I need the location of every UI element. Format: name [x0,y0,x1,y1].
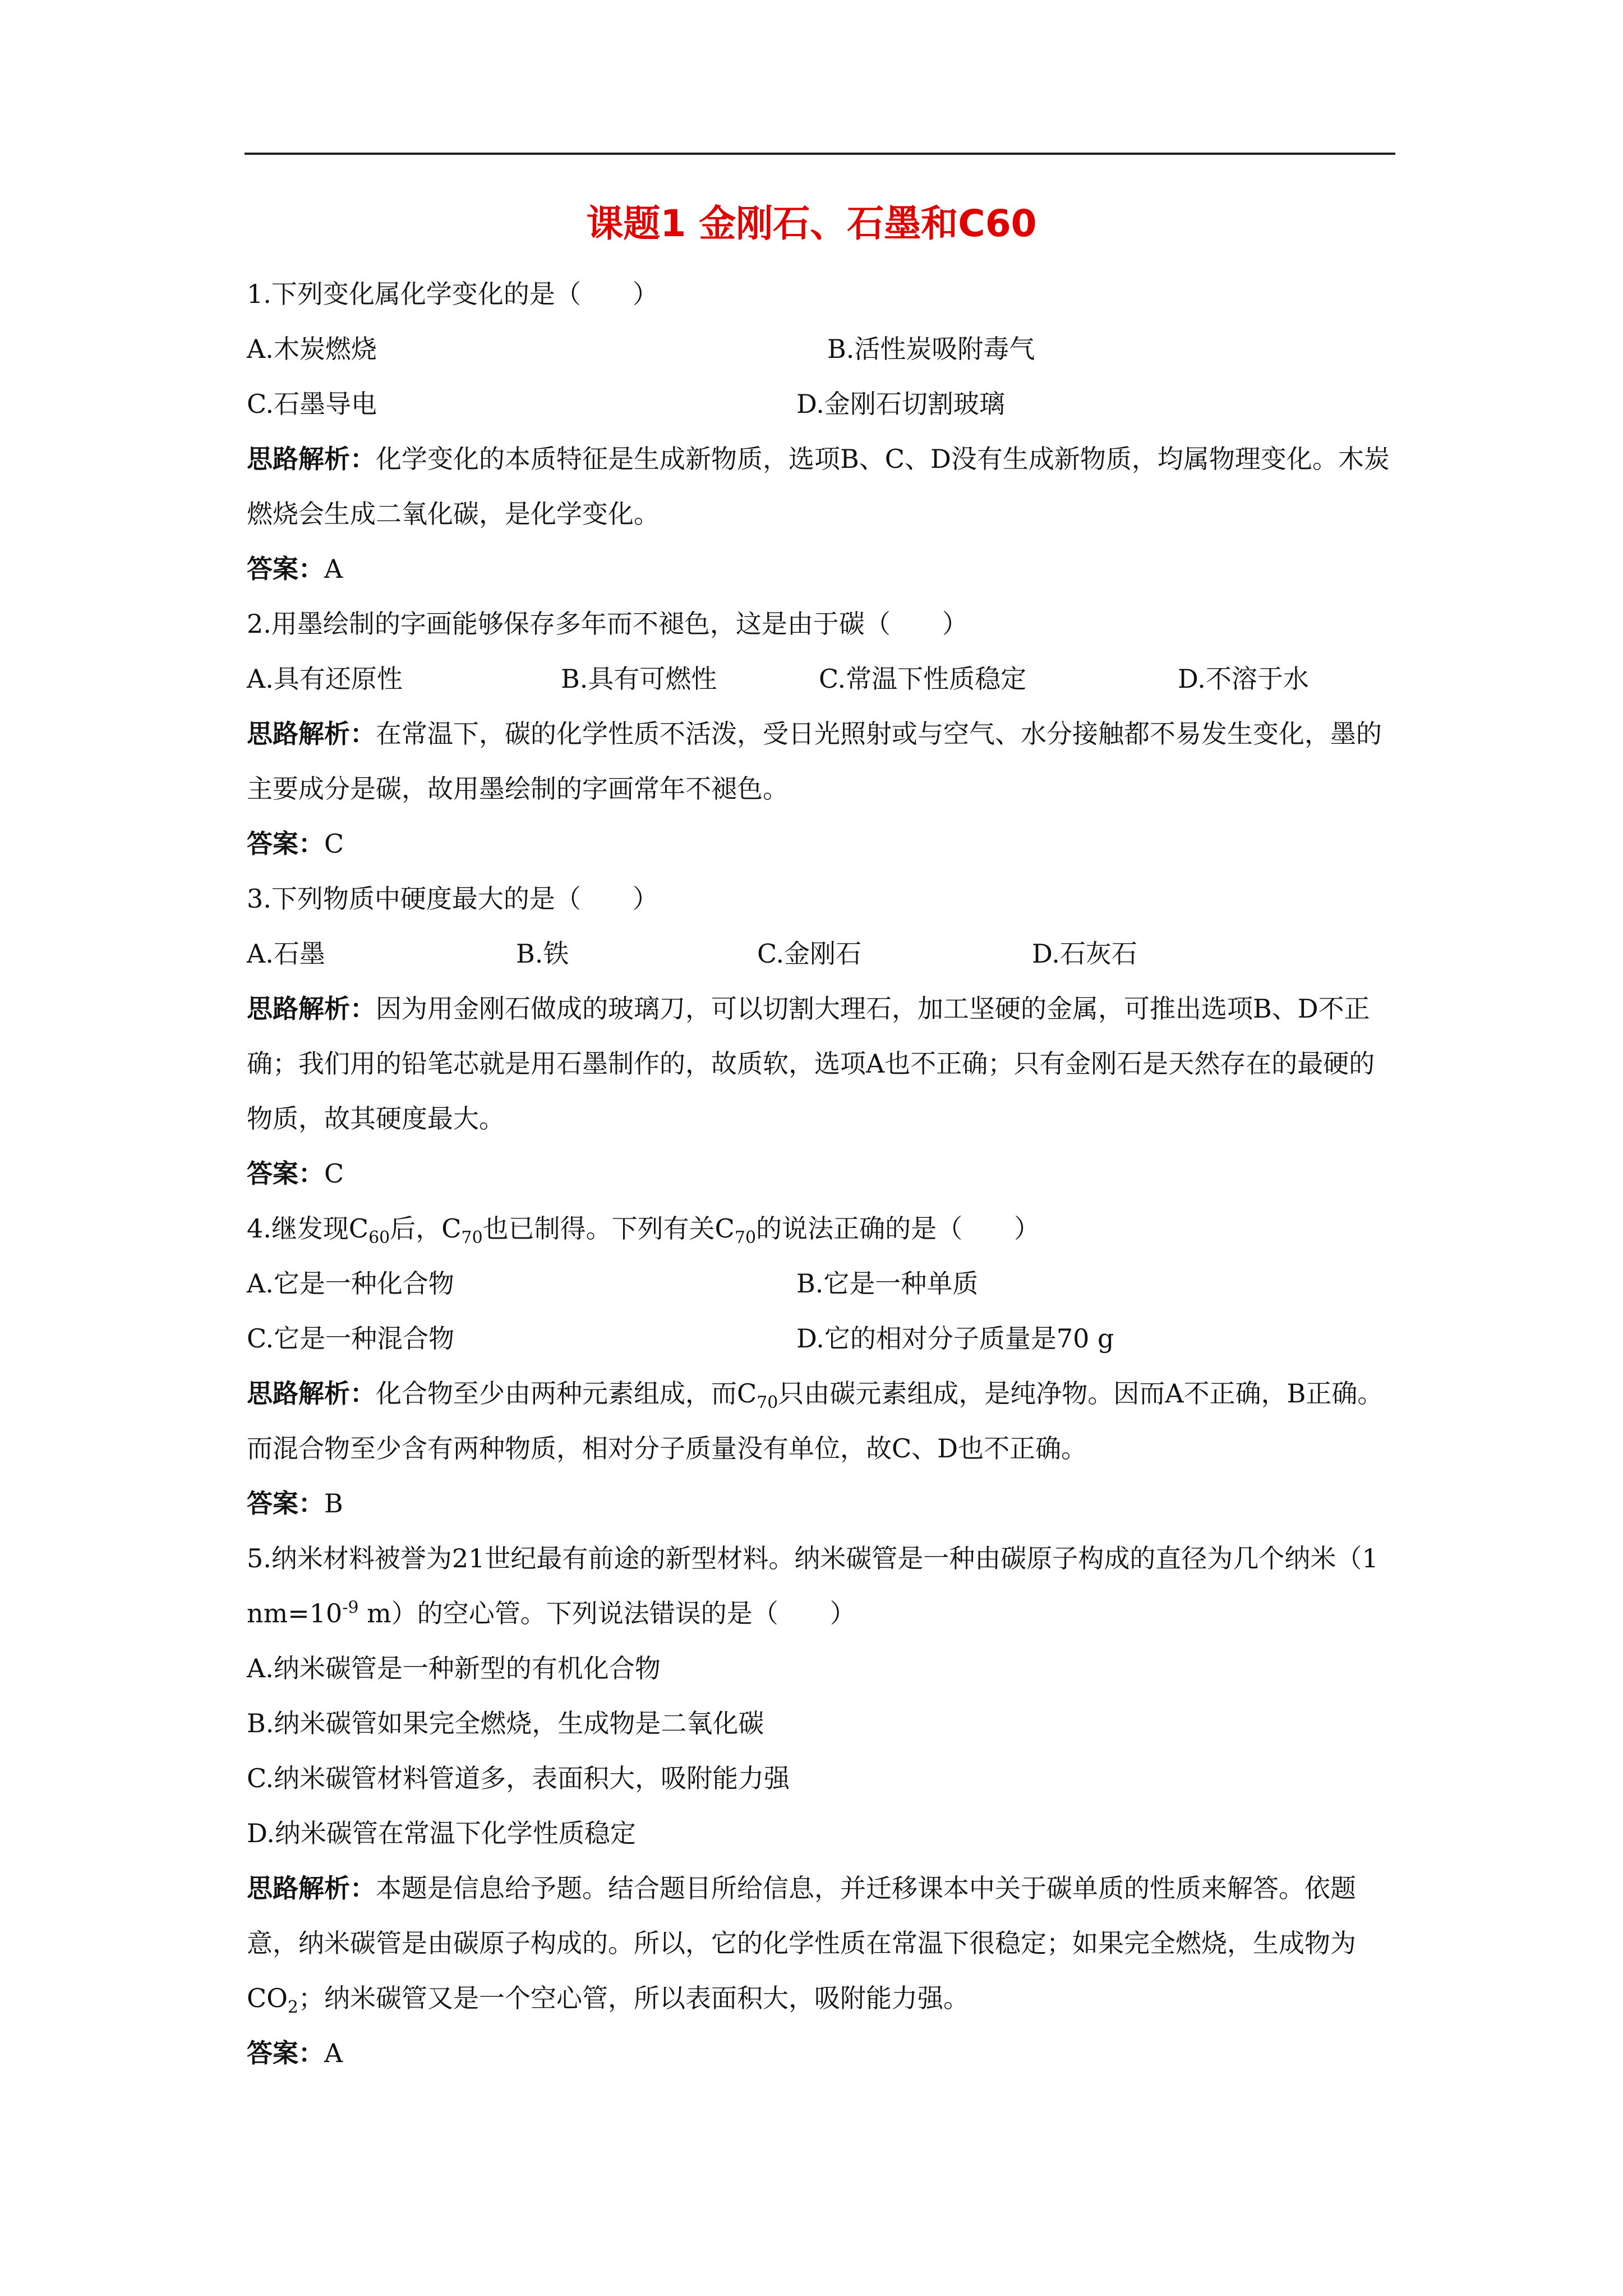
q2-option-c: C.常温下性质稳定 [819,664,1027,694]
q1-analysis [247,431,1396,541]
q4-answer-value: B [324,1488,343,1519]
q3-answer [247,1146,1396,1201]
q1-options-row1 [247,321,1396,376]
q3-option-c: C.金刚石 [757,938,862,969]
q4-option-c: C.它是一种混合物 [247,1323,455,1354]
q5-option-d: D.纳米碳管在常温下化学性质稳定 [247,1818,636,1848]
analysis-label: 思路解析： [247,719,376,749]
q4-stem-part: 也已制得。下列有关C [482,1213,735,1244]
q5-superscript: -9 [342,1598,359,1618]
q3-stem: 3.下列物质中硬度最大的是（ ） [247,884,658,914]
q1-option-a: A.木炭燃烧 [247,334,377,364]
q4-stem-part: 后，C [390,1213,462,1244]
q4-options-row1 [247,1256,1396,1311]
q4-subscript: 70 [461,1228,483,1248]
q5-analysis-text: 本题是信息给予题。结合题目所给信息，并迁移课本中关于碳单质的性质来解答。依题意，纳米碳管是由碳原子构成的。所以，它的化学性质在常温下很稳定；如果完全燃烧，生成物为CO [247,1873,1356,2013]
q5-option-a: A.纳米碳管是一种新型的有机化合物 [247,1653,661,1683]
q5-option-b: B.纳米碳管如果完全燃烧，生成物是二氧化碳 [247,1708,764,1738]
q4-option-d: D.它的相对分子质量是70 g [796,1323,1114,1354]
q2-options-row [247,651,1396,706]
q4-answer [247,1476,1396,1531]
q4-subscript: 60 [368,1228,390,1248]
q4-subscript: 70 [757,1393,778,1413]
q5-answer [247,2026,1396,2081]
q4-analysis [247,1366,1396,1476]
exercise-content [247,266,1396,2081]
q1-options-row2 [247,376,1396,431]
q5-analysis [247,1861,1396,2026]
q2-stem: 2.用墨绘制的字画能够保存多年而不褪色，这是由于碳（ ） [247,609,968,639]
q3-option-b: B.铁 [516,938,569,969]
q3-option-a: A.石墨 [247,938,325,969]
q4-option-a: A.它是一种化合物 [247,1268,454,1299]
q5-stem-part: 5.纳米材料被誉为21世纪最有前途的新型材料。纳米碳管是一种由碳原子构成的直径为几个纳米（1 nm=10 [247,1543,1378,1628]
q5-analysis-text: ；纳米碳管又是一个空心管，所以表面积大，吸附能力强。 [298,1983,970,2013]
analysis-label: 思路解析： [247,444,376,474]
q5-subscript: 2 [287,1998,299,2018]
answer-label: 答案： [247,554,324,584]
q2-answer [247,816,1396,871]
q4-analysis-text: 只由碳元素组成，是纯净物。因而A不正确，B正确。而混合物至少含有两种物质，相对分子质量没有单位，故C、D也不正确。 [247,1378,1384,1464]
q5-option-c: C.纳米碳管材料管道多，表面积大，吸附能力强 [247,1763,790,1793]
q1-option-b: B.活性炭吸附毒气 [827,334,1035,364]
q3-option-d: D.石灰石 [1032,938,1137,969]
q4-subscript: 70 [734,1228,757,1248]
q5-stem-part: m）的空心管。下列说法错误的是（ ） [358,1598,856,1628]
q1-stem: 1.下列变化属化学变化的是（ ） [247,279,658,309]
q4-options-row2 [247,1311,1396,1366]
q2-option-a: A.具有还原性 [247,664,403,694]
q1-analysis-text: 化学变化的本质特征是生成新物质，选项B、C、D没有生成新物质，均属物理变化。木炭燃烧会生成二氧化碳，是化学变化。 [247,444,1390,529]
q3-options-row [247,926,1396,981]
q4-stem-part: 的说法正确的是（ ） [756,1213,1040,1244]
q2-option-d: D.不溶于水 [1178,664,1309,694]
answer-label: 答案： [247,1488,324,1519]
q2-analysis [247,706,1396,816]
q1-answer-value: A [324,554,343,584]
q4-stem [247,1201,1396,1256]
q4-option-b: B.它是一种单质 [796,1268,979,1299]
analysis-label: 思路解析： [247,1378,376,1409]
q5-answer-value: A [324,2038,343,2068]
q1-answer [247,541,1396,596]
q5-stem [247,1531,1396,1641]
answer-label: 答案： [247,829,324,859]
page-title: 课题1 金刚石、石墨和C60 [586,202,1037,245]
q2-answer-value: C [324,829,344,859]
q3-analysis [247,981,1396,1146]
q2-option-b: B.具有可燃性 [561,664,717,694]
q1-option-d: D.金刚石切割玻璃 [796,389,1005,419]
q3-answer-value: C [324,1158,344,1189]
analysis-label: 思路解析： [247,993,376,1024]
header-rule [245,153,1395,155]
q4-analysis-text: 化合物至少由两种元素组成，而C [376,1378,757,1409]
q4-stem-part: 4.继发现C [247,1213,369,1244]
answer-label: 答案： [247,1158,324,1189]
q2-analysis-text: 在常温下，碳的化学性质不活泼，受日光照射或与空气、水分接触都不易发生变化，墨的主要成分是碳，故用墨绘制的字画常年不褪色。 [247,719,1382,804]
answer-label: 答案： [247,2038,324,2068]
q1-option-c: C.石墨导电 [247,389,377,419]
q3-analysis-text: 因为用金刚石做成的玻璃刀，可以切割大理石，加工坚硬的金属，可推出选项B、D不正确；我们用的铅笔芯就是用石墨制作的，故质软，选项A也不正确；只有金刚石是天然存在的最硬的物质，故其硬度最大。 [247,993,1375,1134]
analysis-label: 思路解析： [247,1873,376,1903]
